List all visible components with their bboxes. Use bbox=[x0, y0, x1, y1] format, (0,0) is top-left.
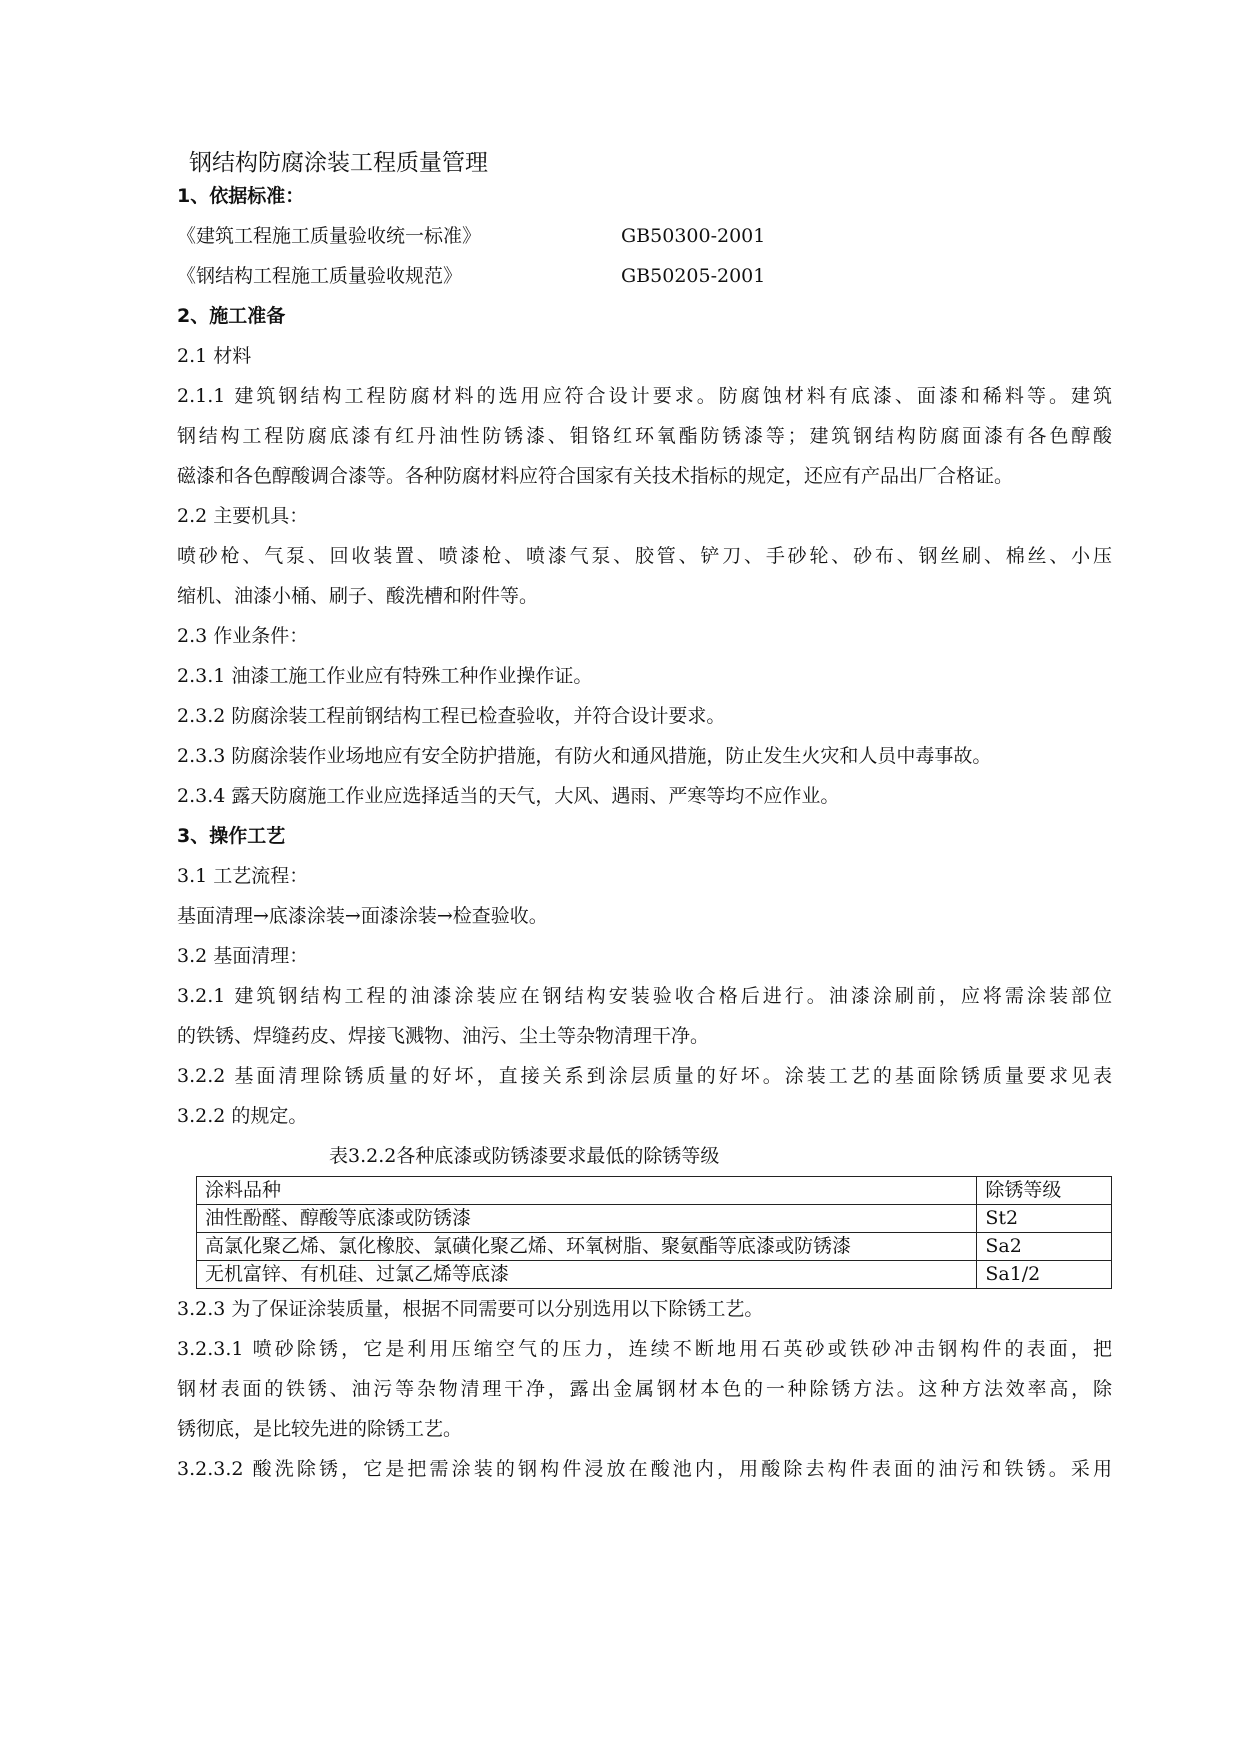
table-row bbox=[197, 1261, 1112, 1289]
subsection-3-1: 3.1 工艺流程： bbox=[177, 865, 309, 887]
paragraph-line: 3.2.3.2 酸洗除锈，它是把需涂装的钢构件浸放在酸池内，用酸除去构件表面的油污和铁锈。采用 bbox=[177, 1458, 1112, 1480]
table-caption: 表3.2.2各种底漆或防锈漆要求最低的除锈等级 bbox=[329, 1145, 720, 1167]
paragraph-line: 3.2.1 建筑钢结构工程的油漆涂装应在钢结构安装验收合格后进行。油漆涂刷前，应将需涂装部位 bbox=[177, 985, 1112, 1007]
paragraph-3-2-3-1 bbox=[177, 1329, 1112, 1449]
table-cell: Sa1/2 bbox=[977, 1261, 1112, 1289]
paragraph-2-3-3: 2.3.3 防腐涂装作业场地应有安全防护措施，有防火和通风措施，防止发生火灾和人员中毒事故。 bbox=[177, 745, 992, 767]
reference-row bbox=[177, 256, 1112, 296]
reference-row bbox=[177, 216, 1112, 256]
reference-name: 《钢结构工程施工质量验收规范》 bbox=[177, 265, 463, 287]
section-heading-2: 2、施工准备 bbox=[177, 305, 286, 327]
subsection-3-2: 3.2 基面清理： bbox=[177, 945, 309, 967]
paragraph-line: 3.2.2 的规定。 bbox=[177, 1105, 308, 1127]
paragraph-line: 3.2.2 基面清理除锈质量的好坏，直接关系到涂层质量的好坏。涂装工艺的基面除锈质量要求见表 bbox=[177, 1065, 1112, 1087]
paragraph-line: 钢结构工程防腐底漆有红丹油性防锈漆、钼铬红环氧酯防锈漆等；建筑钢结构防腐面漆有各色醇酸 bbox=[177, 425, 1112, 447]
subsection-2-3: 2.3 作业条件： bbox=[177, 625, 309, 647]
subsection-2-1: 2.1 材料 bbox=[177, 345, 252, 367]
reference-name: 《建筑工程施工质量验收统一标准》 bbox=[177, 225, 482, 247]
table-row bbox=[197, 1233, 1112, 1261]
paragraph-2-3-2: 2.3.2 防腐涂装工程前钢结构工程已检查验收，并符合设计要求。 bbox=[177, 705, 726, 727]
reference-code: GB50300-2001 bbox=[621, 225, 766, 247]
paragraph-line: 2.1.1 建筑钢结构工程防腐材料的选用应符合设计要求。防腐蚀材料有底漆、面漆和稀料等。建筑 bbox=[177, 385, 1112, 407]
table-cell: 高氯化聚乙烯、氯化橡胶、氯磺化聚乙烯、环氧树脂、聚氨酯等底漆或防锈漆 bbox=[197, 1233, 977, 1261]
table-header-cell: 除锈等级 bbox=[977, 1177, 1112, 1205]
document-body bbox=[177, 143, 1112, 1489]
table-cell: Sa2 bbox=[977, 1233, 1112, 1261]
paragraph-2-3-4: 2.3.4 露天防腐施工作业应选择适当的天气，大风、遇雨、严寒等均不应作业。 bbox=[177, 785, 840, 807]
paragraph-2-2-tools bbox=[177, 536, 1112, 616]
paragraph-line: 磁漆和各色醇酸调合漆等。各种防腐材料应符合国家有关技术指标的规定，还应有产品出厂合格证。 bbox=[177, 465, 1014, 487]
section-heading-3: 3、操作工艺 bbox=[177, 825, 286, 847]
reference-code: GB50205-2001 bbox=[621, 265, 766, 287]
document-title: 钢结构防腐涂装工程质量管理 bbox=[189, 150, 488, 176]
paragraph-line: 喷砂枪、气泵、回收装置、喷漆枪、喷漆气泵、胶管、铲刀、手砂轮、砂布、钢丝刷、棉丝、小压 bbox=[177, 545, 1112, 567]
table-cell: St2 bbox=[977, 1205, 1112, 1233]
paragraph-3-2-1 bbox=[177, 976, 1112, 1056]
paragraph-line: 3.2.3.1 喷砂除锈，它是利用压缩空气的压力，连续不断地用石英砂或铁砂冲击钢构件的表面，把 bbox=[177, 1338, 1112, 1360]
paragraph-line: 钢材表面的铁锈、油污等杂物清理干净，露出金属钢材本色的一种除锈方法。这种方法效率高，除 bbox=[177, 1378, 1112, 1400]
rust-grade-table bbox=[196, 1176, 1112, 1289]
table-cell: 无机富锌、有机硅、过氯乙烯等底漆 bbox=[197, 1261, 977, 1289]
subsection-2-2: 2.2 主要机具： bbox=[177, 505, 309, 527]
paragraph-2-1-1 bbox=[177, 376, 1112, 496]
section-heading-1: 1、依据标准： bbox=[177, 185, 305, 207]
table-header-cell: 涂料品种 bbox=[197, 1177, 977, 1205]
table-cell: 油性酚醛、醇酸等底漆或防锈漆 bbox=[197, 1205, 977, 1233]
paragraph-line: 锈彻底，是比较先进的除锈工艺。 bbox=[177, 1418, 463, 1440]
paragraph-line: 缩机、油漆小桶、刷子、酸洗槽和附件等。 bbox=[177, 585, 539, 607]
table-header-row bbox=[197, 1177, 1112, 1205]
paragraph-3-2-3: 3.2.3 为了保证涂装质量，根据不同需要可以分别选用以下除锈工艺。 bbox=[177, 1298, 764, 1320]
process-flow: 基面清理→底漆涂装→面漆涂装→检查验收。 bbox=[177, 905, 548, 927]
paragraph-line: 的铁锈、焊缝药皮、焊接飞溅物、油污、尘土等杂物清理干净。 bbox=[177, 1025, 710, 1047]
paragraph-3-2-2 bbox=[177, 1056, 1112, 1136]
paragraph-3-2-3-2 bbox=[177, 1449, 1112, 1489]
table-row bbox=[197, 1205, 1112, 1233]
paragraph-2-3-1: 2.3.1 油漆工施工作业应有特殊工种作业操作证。 bbox=[177, 665, 593, 687]
